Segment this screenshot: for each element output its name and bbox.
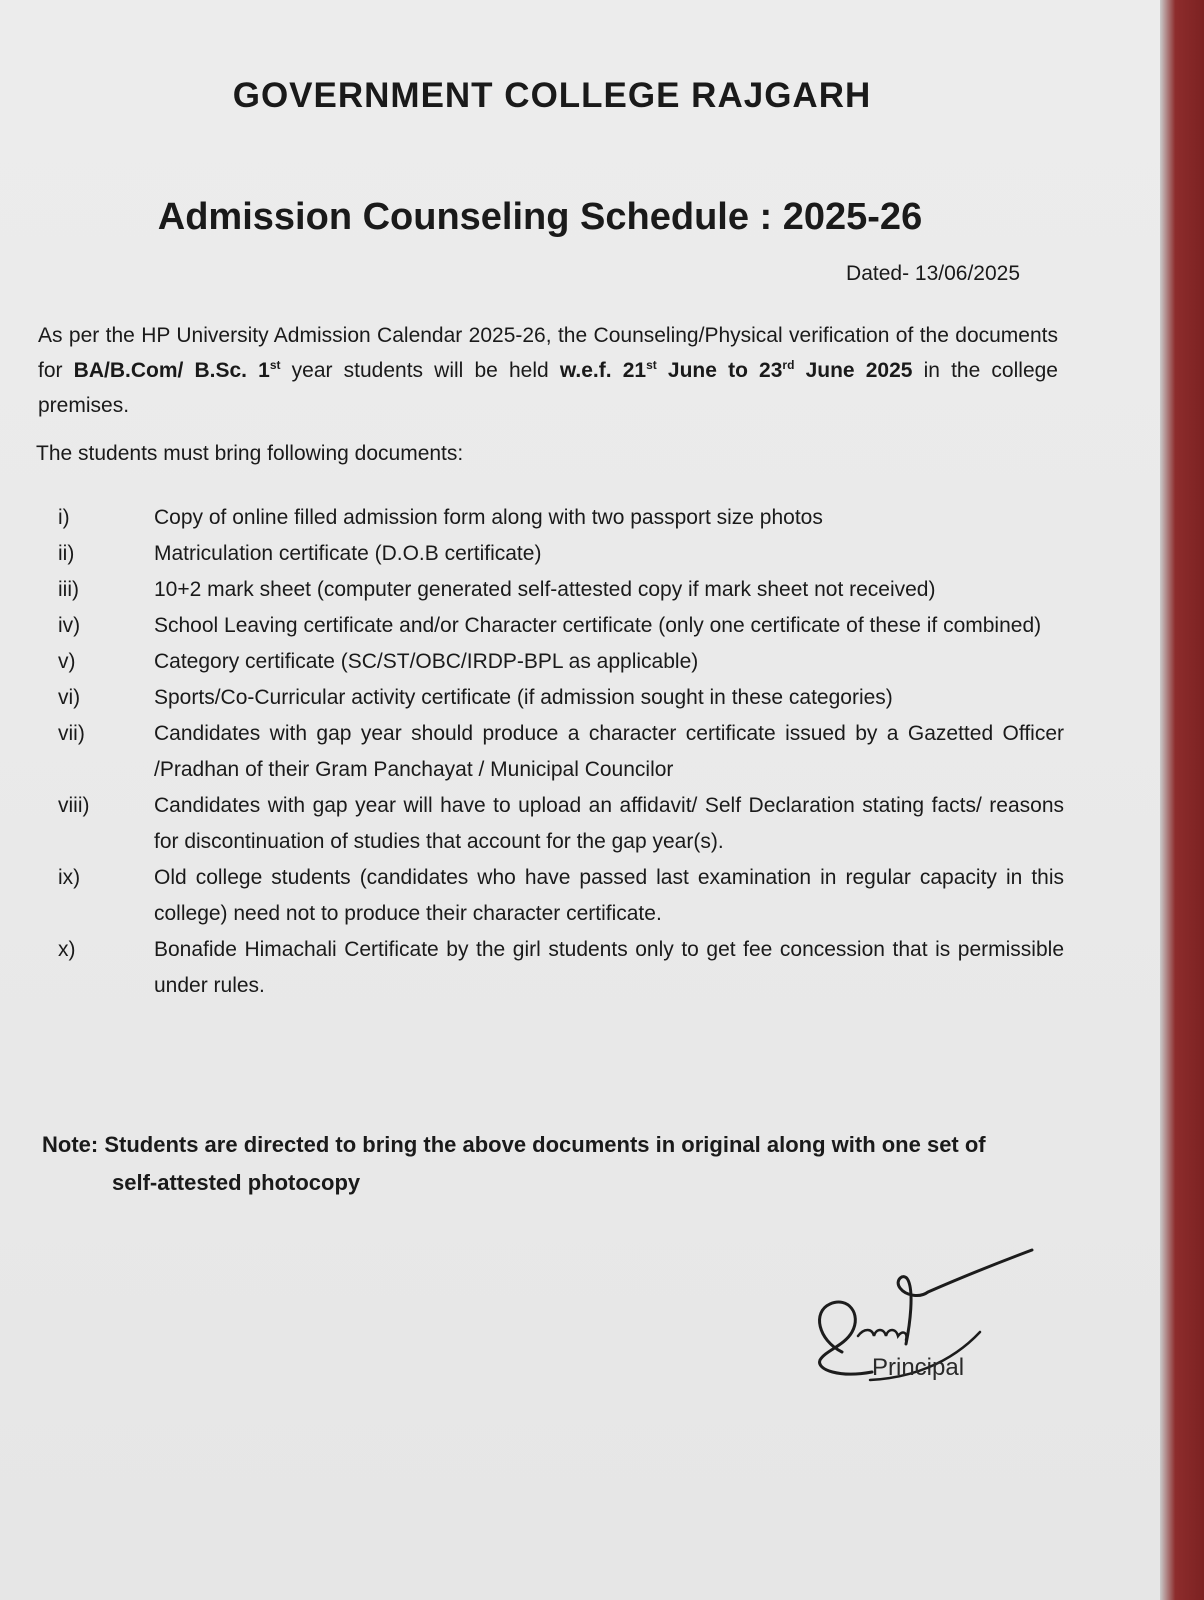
list-item-text: Matriculation certificate (D.O.B certificate) [154, 542, 542, 565]
list-item-text: Bonafide Himachali Certificate by the girl students only to get fee concession that is permissible under rules. [154, 938, 1064, 997]
note-paragraph [42, 1126, 1062, 1202]
list-item-text: Sports/Co-Curricular activity certificate (if admission sought in these categories) [154, 686, 893, 709]
intro-text: As per the HP University Admission Calendar 2025-26, the Counseling/Physical verification of the documents for [38, 324, 1058, 382]
list-item [50, 788, 1064, 860]
list-item-text: School Leaving certificate and/or Character certificate (only one certificate of these if combined) [154, 614, 1042, 637]
list-item-text: Old college students (candidates who have passed last examination in regular capacity in this college) need not to produce their character certificate. [154, 866, 1064, 925]
list-item-number: x) [58, 938, 76, 961]
intro-paragraph [38, 318, 1058, 423]
list-item-number: iv) [58, 614, 81, 637]
list-item [50, 680, 1064, 716]
courses-text: BA/B.Com/ B.Sc. 1st [73, 358, 281, 382]
list-item-text: Category certificate (SC/ST/OBC/IRDP-BPL as applicable) [154, 650, 699, 673]
list-item [50, 716, 1064, 788]
note-line-1: Note: Students are directed to bring the above documents in original along with one set of [42, 1132, 986, 1157]
list-item-text: Candidates with gap year will have to upload an affidavit/ Self Declaration stating facts/ reasons for discontinuation of studies that account for the gap year(s). [154, 794, 1064, 853]
note-line-2: self-attested photocopy [112, 1170, 361, 1195]
list-item [50, 644, 1064, 680]
list-item-text: Copy of online filled admission form along with two passport size photos [154, 506, 823, 529]
schedule-title: Admission Counseling Schedule : 2025-26 [157, 196, 923, 238]
documents-list [50, 500, 1064, 1004]
list-item-text: 10+2 mark sheet (computer generated self-attested copy if mark sheet not received) [154, 578, 936, 601]
list-item [50, 536, 1064, 572]
date-line: Dated- 13/06/2025 [846, 262, 1020, 285]
documents-heading: The students must bring following documents: [36, 442, 464, 465]
list-item-number: ii) [58, 542, 75, 565]
list-item [50, 932, 1064, 1004]
list-item [50, 572, 1064, 608]
list-item-number: vii) [58, 722, 85, 745]
list-item-number: vi) [58, 686, 81, 709]
principal-label: Principal [872, 1354, 965, 1381]
list-item-number: v) [58, 650, 76, 673]
page-edge [1160, 0, 1204, 1600]
list-item-number: iii) [58, 578, 79, 601]
college-name: GOVERNMENT COLLEGE RAJGARH [232, 76, 872, 115]
list-item-text: Candidates with gap year should produce a character certificate issued by a Gazetted Officer /Pradhan of their Gram Panchayat / Municipal Councilor [154, 722, 1064, 781]
list-item-number: i) [58, 506, 70, 529]
list-item-number: ix) [58, 866, 81, 889]
list-item-number: viii) [58, 794, 90, 817]
intro-text-3: in the college premises. [38, 359, 1058, 417]
list-item [50, 500, 1064, 536]
list-item [50, 608, 1064, 644]
dates-text: w.e.f. 21st June to 23rd June 2025 [559, 358, 913, 382]
list-item [50, 860, 1064, 932]
intro-text-2: year students will be held [280, 359, 560, 382]
